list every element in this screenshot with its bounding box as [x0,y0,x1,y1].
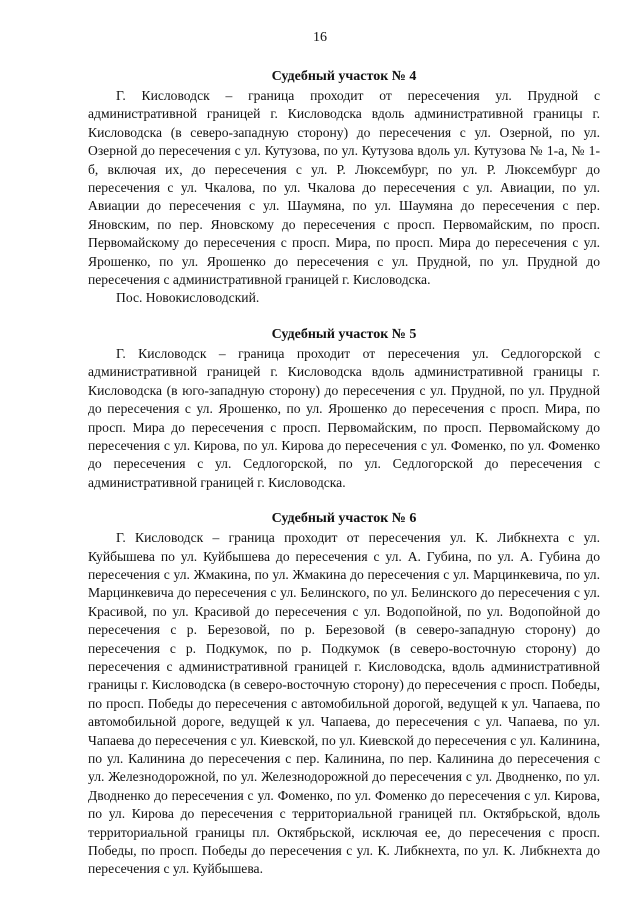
section-paragraph: Г. Кисловодск – граница проходит от пересечения ул. Прудной с административной границей г. Кисловодска вдоль административной границы г. Кисловодска (в северо-западную сторону) до пересечения с ул. Озерной, по ул. Озерной до пересечения с ул. Кутузова, по ул. Кутузова вдоль ул. Кутузова № 1-а, № 1-б, включая их, до пересечения с ул. Р. Люксембург, по ул. Р. Люксембург до пересечения с ул. Чкалова, по ул. Чкалова до пересечения с ул. Авиации, по ул. Авиации до пересечения с ул. Шаумяна, по ул. Шаумяна до пересечения с пер. Яновским, по пер. Яновскому до пересечения с просп. Первомайским, по просп. Первомайскому до пересечения с просп. Мира, по просп. Мира до пересечения с ул. Ярошенко, по ул. Ярошенко до пересечения с ул. Прудной, по ул. Прудной до пересечения с административной границей г. Кисловодска. [88,88,600,288]
section-title: Судебный участок № 5 [271,326,417,342]
section-paragraph: Г. Кисловодск – граница проходит от пересечения ул. Седлогорской с административной границей г. Кисловодска вдоль административной границы г. Кисловодска (в юго-западную сторону) до пересечения с ул. Прудной, по ул. Прудной до пересечения с ул. Ярошенко, по ул. Ярошенко до пересечения с просп. Мира, по просп. Мира до пересечения с просп. Первомайским, по просп. Первомайскому до пересечения с ул. Кирова, по ул. Кирова до пересечения с ул. Фоменко, по ул. Фоменко до пересечения с ул. Седлогорской, по ул. Седлогорской до пересечения с административной границей г. Кисловодска. [88,345,600,490]
page-number: 16 [313,30,327,45]
section-title: Судебный участок № 6 [271,511,417,527]
section-court-district-5 [88,326,600,492]
section-court-district-6 [88,510,600,879]
document-body [88,68,600,897]
section-title: Судебный участок № 4 [271,69,417,84]
section-court-district-4 [88,68,600,308]
section-paragraph: Г. Кисловодск – граница проходит от пересечения ул. К. Либкнехта с ул. Куйбышева по ул. Куйбышева до пересечения с ул. А. Губина, по ул. А. Губина до пересечения с ул. Жмакина, по ул. Жмакина до пересечения с ул. Марцинкевича, по ул. Марцинкевича до пересечения с ул. Белинского, по ул. Белинского до пересечения с ул. Красивой, по ул. Красивой до пересечения с ул. Водопойной, по ул. Водопойной до пересечения с р. Березовой, по р. Березовой (в северо-западную сторону) до пересечения с р. Подкумок, по р. Подкумок (в северо-восточную сторону) до пересечения с административной границей г. Кисловодска, вдоль административной границы г. Кисловодска (в северо-восточную сторону) до пересечения с просп. Победы, по просп. Победы до пересечения с автомобильной дорогой, ведущей к ул. Чапаева, по автомобильной дороге, ведущей к ул. Чапаева, до пересечения с ул. Чапаева, по ул. Чапаева до пересечения с ул. Киевской, по ул. Киевской до пересечения с ул. Калинина, по ул. Калинина до пересечения с пер. Калинина, по пер. Калинина до пересечения с ул. Железнодорожной, по ул. Железнодорожной до пересечения с ул. Дводненко, по ул. Дводненко до пересечения с ул. Фоменко, по ул. Фоменко до пересечения с ул. Кирова, по ул. Кирова до пересечения с территориальной границей пл. Октябрьской, вдоль территориальной границы пл. Октябрьской, исключая ее, до пересечения с просп. Победы, по просп. Победы до пересечения с ул. К. Либкнехта, по ул. К. Либкнехта до пересечения с ул. Куйбышева. [88,530,600,877]
section-paragraph: Пос. Новокисловодский. [116,290,260,306]
